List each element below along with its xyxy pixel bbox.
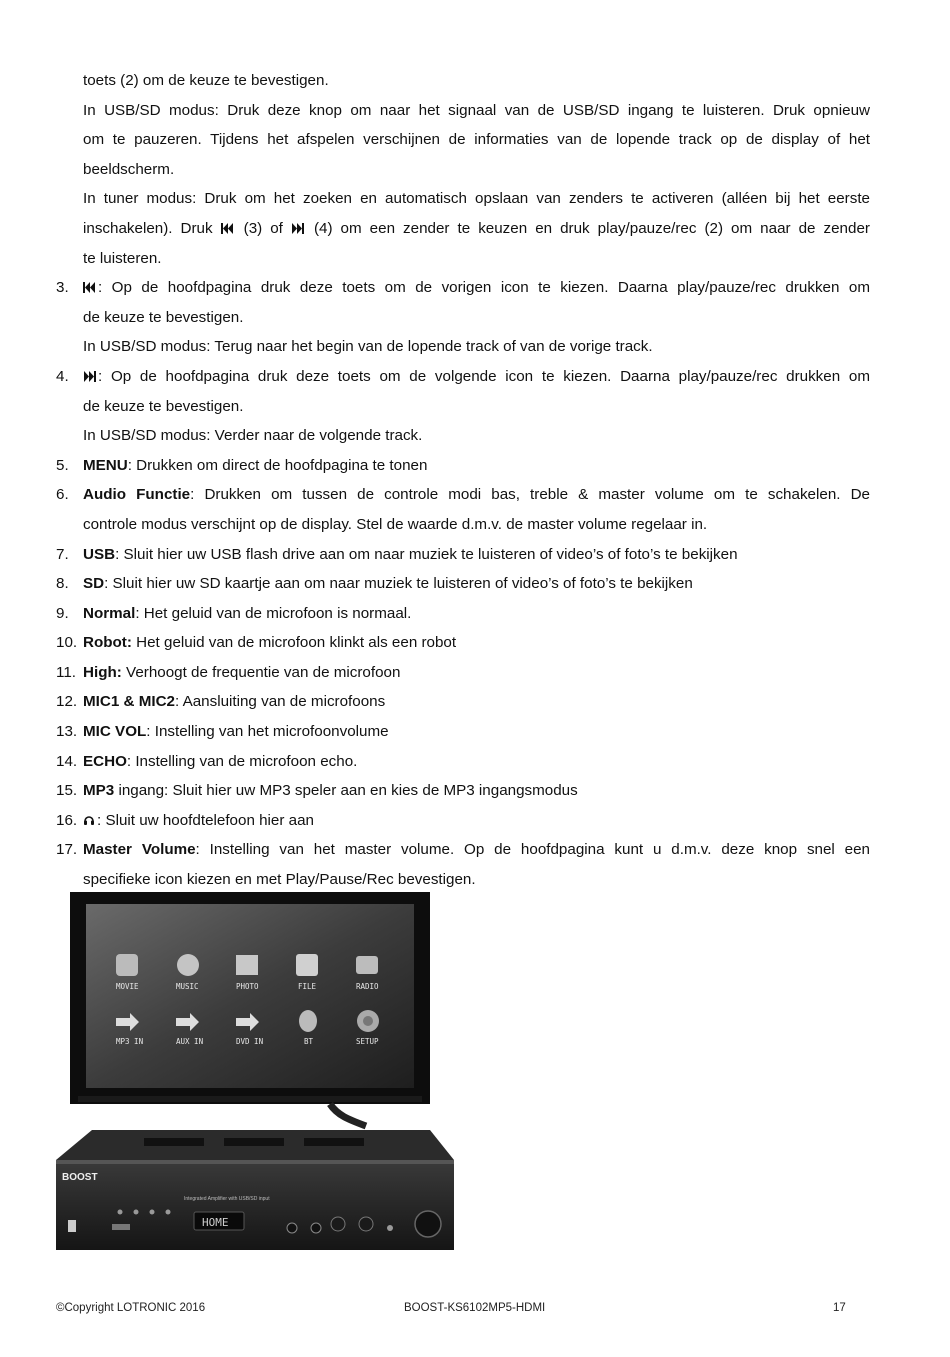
list-item: 11. High: Verhoogt de frequentie van de microfoon: [56, 663, 401, 681]
list-item: 10. Robot: Het geluid van de microfoon klinkt als een robot: [56, 634, 457, 652]
front-label: Integrated Amplifier with USB/SD input: [184, 1196, 270, 1202]
product-photo: [54, 890, 456, 1252]
list-item: 12. MIC1 & MIC2: Aansluiting van de microfoons: [56, 693, 386, 711]
list-item: 5. MENU: Drukken om direct de hoofdpagina te tonen: [56, 456, 428, 474]
cont-line: om te pauzeren. Tijdens het afspelen verschijnen de informaties van de lopende track op de display of het: [83, 131, 870, 149]
menu-label: AUX IN: [176, 1037, 204, 1046]
list-item: 17. Master Volume: Instelling van het master volume. Op de hoofdpagina kunt u d.m.v. deze knop snel een: [56, 841, 870, 859]
menu-label: MP3 IN: [116, 1037, 144, 1046]
list-item: 4. : Op de hoofdpagina druk deze toets om de volgende icon te kiezen. Daarna play/pauze/rec drukken om: [56, 367, 870, 385]
cont-line: te luisteren.: [83, 249, 162, 267]
page-number: 17: [833, 1302, 846, 1314]
footer-model: BOOST-KS6102MP5-HDMI: [404, 1302, 546, 1314]
list-item: 8. SD: Sluit hier uw SD kaartje aan om naar muziek te luisteren of video’s of foto’s te bekijken: [56, 575, 693, 593]
menu-label: SETUP: [356, 1037, 379, 1046]
list-item: 16. : Sluit uw hoofdtelefoon hier aan: [56, 811, 314, 829]
list-item: 14. ECHO: Instelling van de microfoon echo.: [56, 752, 358, 770]
list-item-cont: de keuze te bevestigen.: [83, 397, 244, 415]
brand-logo: BOOST: [62, 1172, 98, 1183]
menu-label: BT: [304, 1037, 314, 1046]
footer-copyright: ©Copyright LOTRONIC 2016: [56, 1302, 206, 1314]
list-item: 7. USB: Sluit hier uw USB flash drive aan om naar muziek te luisteren of video’s of foto’s te bekijken: [56, 545, 738, 563]
menu-label: MOVIE: [116, 982, 139, 991]
list-item-cont: In USB/SD modus: Verder naar de volgende track.: [83, 427, 423, 445]
next-track-icon: [83, 371, 96, 382]
list-item: 13. MIC VOL: Instelling van het microfoonvolume: [56, 723, 389, 741]
prev-track-icon: [221, 223, 234, 234]
cont-line: In tuner modus: Druk om het zoeken en automatisch opslaan van zenders te activeren (alléen bij het eerste: [83, 190, 870, 208]
prev-track-icon: [83, 282, 96, 293]
display-readout: HOME: [202, 1216, 229, 1229]
list-item-cont: In USB/SD modus: Terug naar het begin van de lopende track of van de vorige track.: [83, 338, 653, 356]
hdmi-cable: [330, 1104, 366, 1126]
cont-line: toets (2) om de keuze te bevestigen.: [83, 72, 329, 89]
list-item: 3. : Op de hoofdpagina druk deze toets om de vorigen icon te kiezen. Daarna play/pauze/rec drukken om: [56, 279, 870, 297]
cont-line: inschakelen). Druk (3) of (4) om een zender te keuzen en druk play/pauze/rec (2) om naar de zender: [83, 219, 870, 237]
list-item: 6. Audio Functie: Drukken om tussen de controle modi bas, treble & master volume om te schakelen. De: [56, 486, 870, 504]
menu-label: MUSIC: [176, 982, 199, 991]
list-item-cont: de keuze te bevestigen.: [83, 308, 244, 326]
menu-label: FILE: [298, 982, 317, 991]
headphones-icon: [83, 814, 95, 826]
menu-label: RADIO: [356, 982, 379, 991]
menu-label: PHOTO: [236, 982, 259, 991]
tv-screen: [70, 892, 430, 1104]
menu-label: DVD IN: [236, 1037, 264, 1046]
cont-line: beeldscherm.: [83, 160, 175, 178]
manual-text: [56, 66, 870, 895]
list-item: 9. Normal: Het geluid van de microfoon is normaal.: [56, 604, 412, 622]
amplifier: [56, 1130, 454, 1250]
list-item-cont: specifieke icon kiezen en met Play/Pause/Rec bevestigen.: [83, 871, 476, 889]
next-track-icon: [291, 223, 304, 234]
cont-line: In USB/SD modus: Druk deze knop om naar het signaal van de USB/SD ingang te luisteren. Druk opnieuw: [83, 101, 870, 119]
list-item-cont: controle modus verschijnt op de display. Stel de waarde d.m.v. de master volume regelaar in.: [83, 515, 708, 533]
list-item: 15. MP3 ingang: Sluit hier uw MP3 speler aan en kies de MP3 ingangsmodus: [56, 782, 578, 800]
